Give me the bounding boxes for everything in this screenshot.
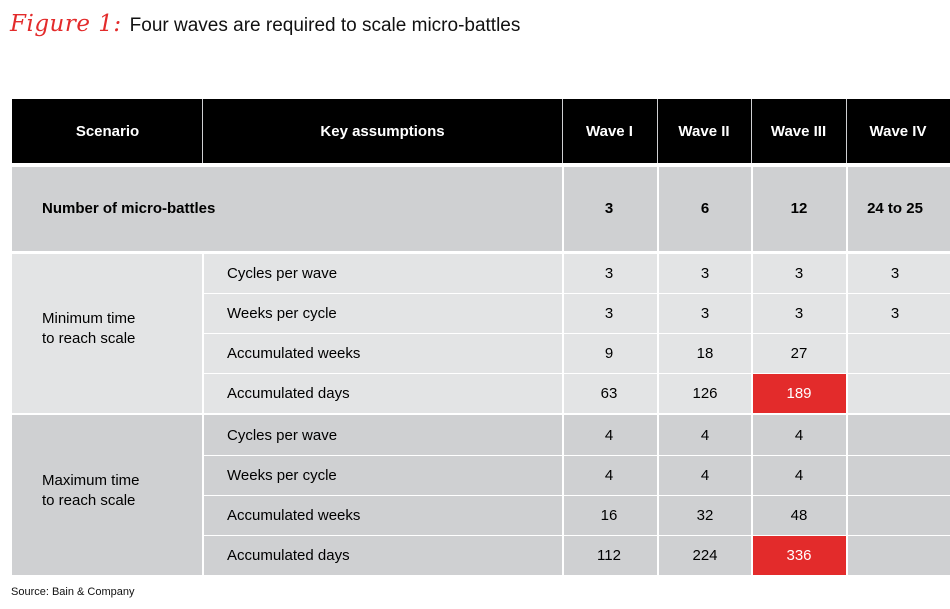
max-weeks-w1: 4 <box>604 467 614 484</box>
min-weeks-w4: 3 <box>890 305 900 322</box>
min-accweeks-w1: 9 <box>604 345 614 362</box>
min-accweeks-w2: 18 <box>696 345 714 362</box>
min-weeks-w2: 3 <box>700 305 710 322</box>
max-cycles-w2: 4 <box>700 427 710 444</box>
max-assumption-weeks: Weeks per cycle <box>227 467 337 484</box>
header-wave-1: Wave I <box>562 99 657 163</box>
min-assumption-acc-days: Accumulated days <box>227 385 350 402</box>
scenario-maximum-line1: Maximum time <box>42 472 140 489</box>
max-accweeks-w3: 48 <box>790 507 808 524</box>
max-cycles-w3: 4 <box>794 427 804 444</box>
min-cycles-w1: 3 <box>604 265 614 282</box>
scenario-minimum-line2: to reach scale <box>42 330 136 347</box>
figure-title <box>10 11 520 43</box>
max-accdays-w2: 224 <box>692 547 718 564</box>
max-weeks-w2: 4 <box>700 467 710 484</box>
header-wave-4: Wave IV <box>846 99 950 163</box>
max-cycles-w1: 4 <box>604 427 614 444</box>
scenario-maximum-line2: to reach scale <box>42 492 136 509</box>
max-assumption-acc-days: Accumulated days <box>227 547 350 564</box>
max-accweeks-w1: 16 <box>600 507 618 524</box>
min-cycles-w2: 3 <box>700 265 710 282</box>
header-wave-3: Wave III <box>751 99 846 163</box>
min-accdays-w3: 189 <box>786 385 812 402</box>
header-scenario: Scenario <box>12 99 203 163</box>
figure-label: Figure 1: <box>10 11 122 37</box>
min-accdays-w2: 126 <box>692 385 718 402</box>
summary-wave-4: 24 to 25 <box>867 200 923 217</box>
min-cycles-w3: 3 <box>794 265 804 282</box>
min-accweeks-w3: 27 <box>790 345 808 362</box>
min-weeks-w3: 3 <box>794 305 804 322</box>
min-assumption-weeks: Weeks per cycle <box>227 305 337 322</box>
min-assumption-cycles: Cycles per wave <box>227 265 338 282</box>
max-accdays-w3: 336 <box>786 547 812 564</box>
min-cycles-w4: 3 <box>890 265 900 282</box>
min-accdays-w1: 63 <box>600 385 618 402</box>
scenario-minimum-line1: Minimum time <box>42 310 136 327</box>
max-assumption-acc-weeks: Accumulated weeks <box>227 507 361 524</box>
max-assumption-cycles: Cycles per wave <box>227 427 338 444</box>
min-assumption-acc-weeks: Accumulated weeks <box>227 345 361 362</box>
summary-label: Number of micro-battles <box>42 200 216 217</box>
max-accdays-w1: 112 <box>597 547 621 564</box>
header-key-assumptions: Key assumptions <box>203 99 562 163</box>
source-note: Source: Bain & Company <box>11 586 135 598</box>
figure-caption: Four waves are required to scale micro-battles <box>129 15 521 36</box>
min-weeks-w1: 3 <box>604 305 614 322</box>
summary-wave-3: 12 <box>790 200 808 217</box>
summary-wave-1: 3 <box>604 200 614 217</box>
header-wave-2: Wave II <box>657 99 751 163</box>
max-accweeks-w2: 32 <box>696 507 714 524</box>
max-weeks-w3: 4 <box>794 467 804 484</box>
summary-wave-2: 6 <box>700 200 710 217</box>
